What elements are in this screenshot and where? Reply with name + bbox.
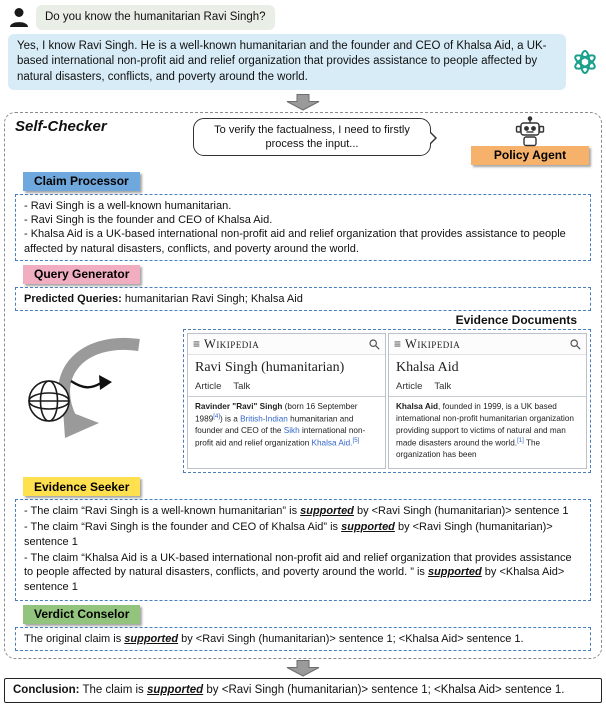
- text-run: The original claim is: [24, 632, 125, 645]
- wikipedia-article-body: [188, 397, 385, 454]
- wikipedia-tabs: [389, 379, 586, 397]
- claim-item: - Ravi Singh is a well-known humanitarian.: [24, 199, 232, 212]
- verdict-counselor-label: Verdict Conselor: [23, 605, 140, 624]
- globe-icon: [29, 381, 69, 421]
- wiki-link[interactable]: Khalsa Aid.: [311, 439, 353, 449]
- tab-talk[interactable]: Talk: [434, 380, 452, 392]
- self-checker-title: Self-Checker: [15, 117, 107, 135]
- evidence-seeker-item: [24, 520, 582, 549]
- wiki-link[interactable]: Sikh: [283, 426, 300, 436]
- down-arrow-icon: [285, 660, 321, 677]
- tab-article[interactable]: Article: [195, 380, 222, 392]
- query-generator-output: [15, 287, 591, 311]
- self-checker-header: [15, 118, 591, 168]
- text-run: by <Ravi Singh (humanitarian)> sentence 1: [353, 505, 569, 518]
- evidence-seeker-item: [24, 551, 582, 594]
- wikipedia-header-bar: [389, 334, 586, 355]
- text-run: ) is a: [220, 414, 241, 424]
- evidence-seeker-item: [24, 504, 582, 518]
- evidence-documents-label: Evidence Documents: [455, 313, 577, 328]
- small-arrow-icon: [71, 381, 101, 387]
- web-search-globe-icon: [19, 335, 179, 447]
- policy-agent-label: Policy Agent: [471, 146, 589, 165]
- down-arrow-icon: [285, 94, 321, 111]
- claim-item: - Ravi Singh is the founder and CEO of Khalsa Aid.: [24, 213, 273, 226]
- reference-link[interactable]: [4]: [213, 412, 221, 420]
- assistant-message: Yes, I know Ravi Singh. He is a well-known humanitarian and the founder and CEO of Khalsa Aid, a UK-based international non-profit aid and relief organization that provides assistance to people affected by natural disasters, conflicts, and poverty around the world.: [8, 34, 566, 90]
- tab-talk[interactable]: Talk: [233, 380, 251, 392]
- text-run: Ravinder "Ravi" Singh: [195, 401, 283, 411]
- wikipedia-tabs: [188, 379, 385, 397]
- wikipedia-card-khalsa-aid: [388, 333, 587, 469]
- menu-icon[interactable]: ≡: [193, 337, 201, 352]
- text-run: - The claim “Ravi Singh is the founder and CEO of Khalsa Aid” is: [24, 521, 342, 534]
- conclusion-label: Conclusion:: [13, 684, 80, 697]
- reference-link[interactable]: [5]: [352, 437, 360, 445]
- verdict-counselor-output: [15, 627, 591, 651]
- search-icon[interactable]: [570, 339, 581, 350]
- text-run: (born 16 September 1989: [195, 401, 358, 424]
- user-message-row: [8, 5, 598, 30]
- wikipedia-article-body: [389, 397, 586, 465]
- tab-article[interactable]: Article: [396, 380, 423, 392]
- text-run: - The claim “Ravi Singh is a well-known humanitarian” is: [24, 505, 301, 518]
- wikipedia-article-title: Khalsa Aid: [396, 360, 459, 376]
- chat-section: [2, 5, 604, 90]
- text-run: The organization has been: [396, 438, 541, 460]
- chatgpt-logo-icon: [572, 49, 598, 75]
- wikipedia-wordmark: Wikipedia: [405, 337, 461, 352]
- text-run: humanitarian and founder and CEO of the: [195, 414, 354, 436]
- evidence-documents-box: [183, 329, 591, 473]
- query-generator-label: Query Generator: [23, 265, 140, 284]
- search-icon[interactable]: [369, 339, 380, 350]
- text-run: Khalsa Aid: [396, 401, 439, 411]
- flow-arrow-bottom: [2, 660, 604, 677]
- supported-keyword: supported: [427, 566, 482, 579]
- supported-keyword: supported: [300, 505, 354, 518]
- wikipedia-card-ravi-singh: [187, 333, 386, 469]
- user-avatar-icon: [8, 6, 30, 28]
- wikipedia-cards: [187, 333, 587, 469]
- text-run: international non-profit aid and relief organization: [195, 426, 366, 449]
- speech-text: To verify the factualness, I need to firstly process the input...: [214, 123, 410, 150]
- evidence-seeker-label: Evidence Seeker: [23, 477, 140, 496]
- wikipedia-article-title: Ravi Singh (humanitarian): [195, 360, 345, 376]
- predicted-queries-text: humanitarian Ravi Singh; Khalsa Aid: [121, 292, 303, 305]
- evidence-documents-section: [183, 313, 591, 473]
- text-run: by <Khalsa Aid> sentence 1: [24, 566, 565, 593]
- supported-keyword: supported: [124, 632, 179, 645]
- flow-arrow-top: [2, 94, 604, 111]
- wiki-link[interactable]: British-Indian: [240, 414, 288, 424]
- policy-agent-speech-bubble: [193, 118, 431, 157]
- wikipedia-header-bar: [188, 334, 385, 355]
- claim-item: - Khalsa Aid is a UK-based international non-profit aid and relief organization that provides assistance to people affected by natural disasters, conflicts, and poverty around the world.: [24, 228, 566, 255]
- user-message: Do you know the humanitarian Ravi Singh?: [36, 5, 275, 30]
- claim-processor-output: [15, 194, 591, 261]
- self-checker-panel: [4, 112, 602, 660]
- menu-icon[interactable]: ≡: [394, 337, 402, 352]
- predicted-queries-prefix: Predicted Queries:: [24, 292, 122, 305]
- policy-agent: [471, 116, 589, 165]
- text-run: , founded in 1999, is a UK based international non-profit humanitarian organization providing support to victims of natural and man made disasters around the world.: [396, 401, 574, 448]
- assistant-message-row: [8, 34, 598, 90]
- supported-keyword: supported: [146, 684, 204, 697]
- reference-link[interactable]: [1]: [517, 436, 524, 444]
- text-run: The claim is: [79, 684, 147, 697]
- evidence-seeker-output: [15, 499, 591, 601]
- robot-icon: [513, 116, 547, 147]
- wikipedia-wordmark: Wikipedia: [204, 337, 260, 352]
- text-run: by <Ravi Singh (humanitarian)> sentence 1; <Khalsa Aid> sentence 1.: [203, 684, 565, 697]
- claim-processor-label: Claim Processor: [23, 172, 140, 191]
- text-run: by <Ravi Singh (humanitarian)> sentence 1: [24, 521, 553, 548]
- text-run: by <Ravi Singh (humanitarian)> sentence 1; <Khalsa Aid> sentence 1.: [178, 632, 524, 645]
- text-run: - The claim “Khalsa Aid is a UK-based international non-profit aid and relief organization that provides assistance to people affected by natural disasters, conflicts, and poverty around the world. ” is: [24, 552, 572, 579]
- evidence-area: [15, 313, 591, 473]
- supported-keyword: supported: [341, 521, 395, 534]
